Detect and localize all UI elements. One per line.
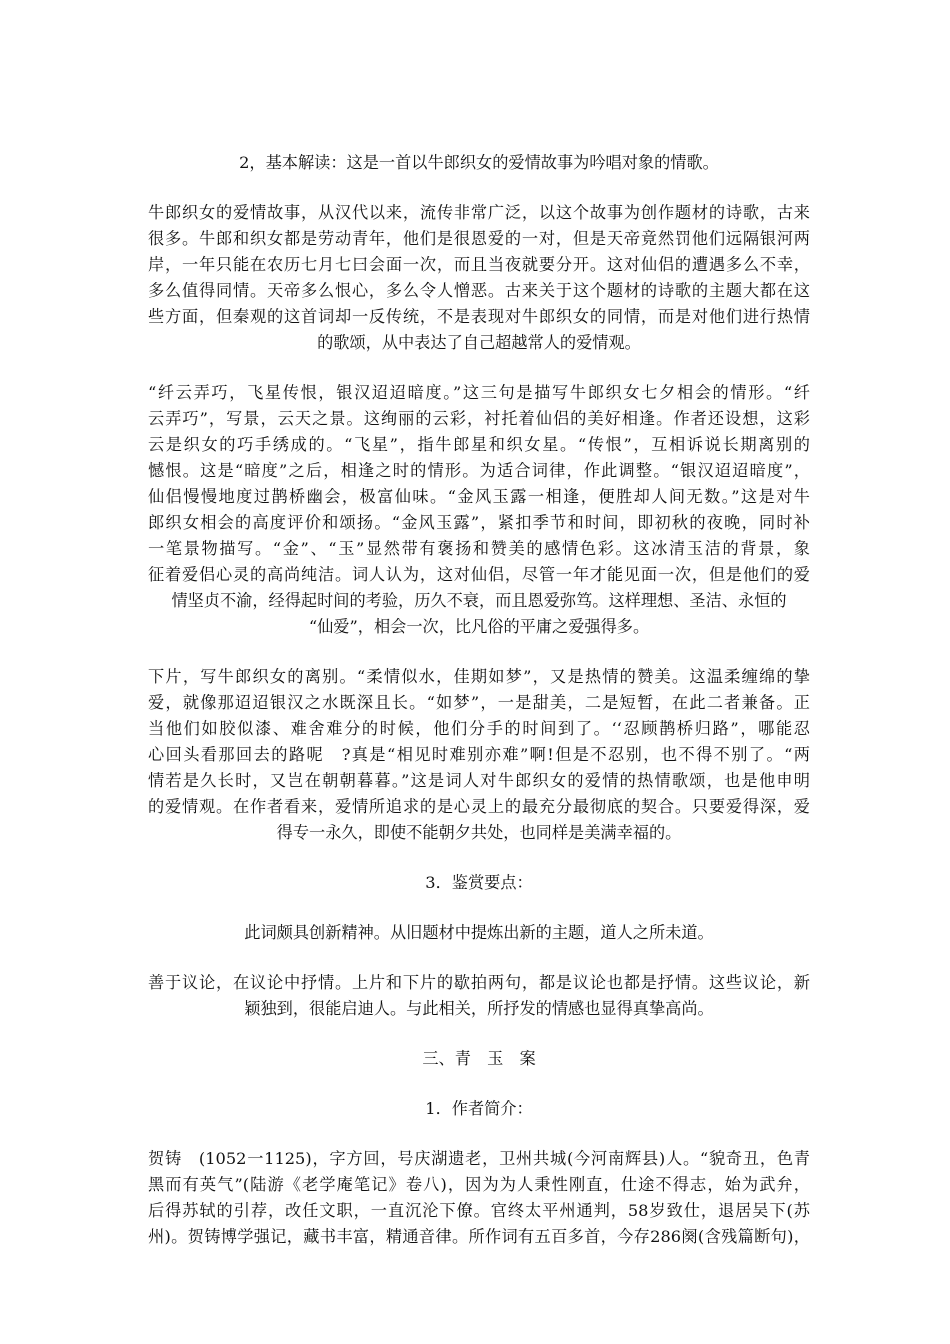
paragraph-line: 多么值得同情。天帝多么恨心，多么令人憎恶。古来关于这个题材的诗歌的主题大都在这 bbox=[148, 281, 810, 300]
paragraph-line: 的爱情观。在作者看来，爱情所追求的是心灵上的最充分最彻底的契合。只要爱得深，爱 bbox=[148, 797, 810, 816]
paragraph-line: 云弄巧”，写景，云天之景。这绚丽的云彩，衬托着仙侣的美好相逢。作者还设想，这彩 bbox=[148, 409, 810, 428]
paragraph-line: 岸，一年只能在农历七月七曰会面一次，而且当夜就要分开。这对仙侣的遭遇多么不幸， bbox=[148, 255, 810, 274]
paragraph-line: 憾恨。这是“暗度”之后，相逢之时的情形。为适合词律，作此调整。“银汉迢迢暗度”， bbox=[148, 461, 810, 480]
paragraph-line: 一笔景物描写。“金”、“玉”显然带有褒扬和赞美的感情色彩。这冰清玉洁的背景，象 bbox=[148, 539, 810, 558]
heading-author-intro: 1．作者简介： bbox=[425, 1099, 533, 1118]
paragraph-line: 颖独到，很能启迪人。与此相关，所抒发的情感也显得真挚高尚。 bbox=[244, 999, 714, 1018]
heading-basic-interpretation: 2，基本解读：这是一首以牛郎织女的爱情故事为吟唱对象的情歌。 bbox=[239, 153, 719, 172]
paragraph-line: 的歌颂，从中表达了自己超越常人的爱情观。 bbox=[317, 333, 641, 352]
section-title: 三、青 玉 案 bbox=[422, 1049, 536, 1068]
paragraph-line: 仙侣慢慢地度过鹊桥幽会，极富仙味。“金风玉露一相逢，便胜却人间无数。”这是对牛 bbox=[148, 487, 810, 506]
paragraph-line: 云是织女的巧手绣成的。“飞星”，指牛郎星和织女星。“传恨”，互相诉说长期离别的 bbox=[148, 435, 810, 454]
paragraph-line: 郎织女相会的高度评价和颂扬。“金风玉露”，紧扣季节和时间，即初秋的夜晚，同时补 bbox=[148, 513, 810, 532]
paragraph-line: 当他们如胶似漆、难舍难分的时候，他们分手的时间到了。‘‘忍顾鹊桥归路”，哪能忍 bbox=[148, 719, 810, 738]
paragraph-line: 情坚贞不渝，经得起时间的考验，历久不衰，而且恩爱弥笃。这样理想、圣洁、永恒的 bbox=[171, 591, 787, 610]
paragraph-line: 州)。贺铸博学强记，藏书丰富，精通音律。所作词有五百多首，今存286阕(含残篇断句)， bbox=[148, 1227, 810, 1246]
paragraph-line: 心回头看那回去的路呢 ?真是“相见时难别亦难”啊!但是不忍别，也不得不别了。“两 bbox=[148, 745, 810, 764]
paragraph-line: 贺铸 (1052一1125)，字方回，号庆湖遗老，卫州共城(今河南辉县)人。“貌奇丑，色青 bbox=[148, 1149, 810, 1168]
paragraph-line: 情若是久长时，又岂在朝朝暮暮。”这是词人对牛郎织女的爱情的热情歌颂，也是他申明 bbox=[148, 771, 810, 790]
paragraph-line: 后得苏轼的引荐，改任文职，一直沉沦下僚。官终太平州通判，58岁致仕，退居吴下(苏 bbox=[148, 1201, 810, 1220]
paragraph-line: 征着爱侣心灵的高尚纯洁。词人认为，这对仙侣，尽管一年才能见面一次，但是他们的爱 bbox=[148, 565, 810, 584]
paragraph-line: 得专一永久，即使不能朝夕共处，也同样是美满幸福的。 bbox=[276, 823, 682, 842]
paragraph-line: 此词颇具创新精神。从旧题材中提炼出新的主题，道人之所未道。 bbox=[244, 923, 714, 942]
paragraph-line: 下片，写牛郎织女的离别。“柔情似水，佳期如梦”，又是热情的赞美。这温柔缠绵的挚 bbox=[148, 667, 810, 686]
paragraph-line: 善于议论，在议论中抒情。上片和下片的歇拍两句，都是议论也都是抒情。这些议论，新 bbox=[148, 973, 810, 992]
heading-appreciation-points: 3．鉴赏要点： bbox=[425, 873, 533, 892]
paragraph-line: 很多。牛郎和织女都是劳动青年，他们是很恩爱的一对，但是天帝竟然罚他们远隔银河两 bbox=[148, 229, 810, 248]
paragraph-line: “仙爱”，相会一次，比凡俗的平庸之爱强得多。 bbox=[308, 617, 650, 636]
paragraph-line: 些方面，但秦观的这首词却一反传统，不是表现对牛郎织女的同情，而是对他们进行热情 bbox=[148, 307, 810, 326]
paragraph-line: 牛郎织女的爱情故事，从汉代以来，流传非常广泛，以这个故事为创作题材的诗歌，古来 bbox=[148, 203, 810, 222]
paragraph-line: 爱，就像那迢迢银汉之水既深且长。“如梦”，一是甜美，二是短暂，在此二者兼备。正 bbox=[148, 693, 810, 712]
paragraph-line: 黑而有英气”(陆游《老学庵笔记》卷八)，因为为人秉性刚直，仕途不得志，始为武弁， bbox=[148, 1175, 810, 1194]
paragraph-line: “纤云弄巧，飞星传恨，银汉迢迢暗度。”这三句是描写牛郎织女七夕相会的情形。“纤 bbox=[148, 383, 810, 402]
